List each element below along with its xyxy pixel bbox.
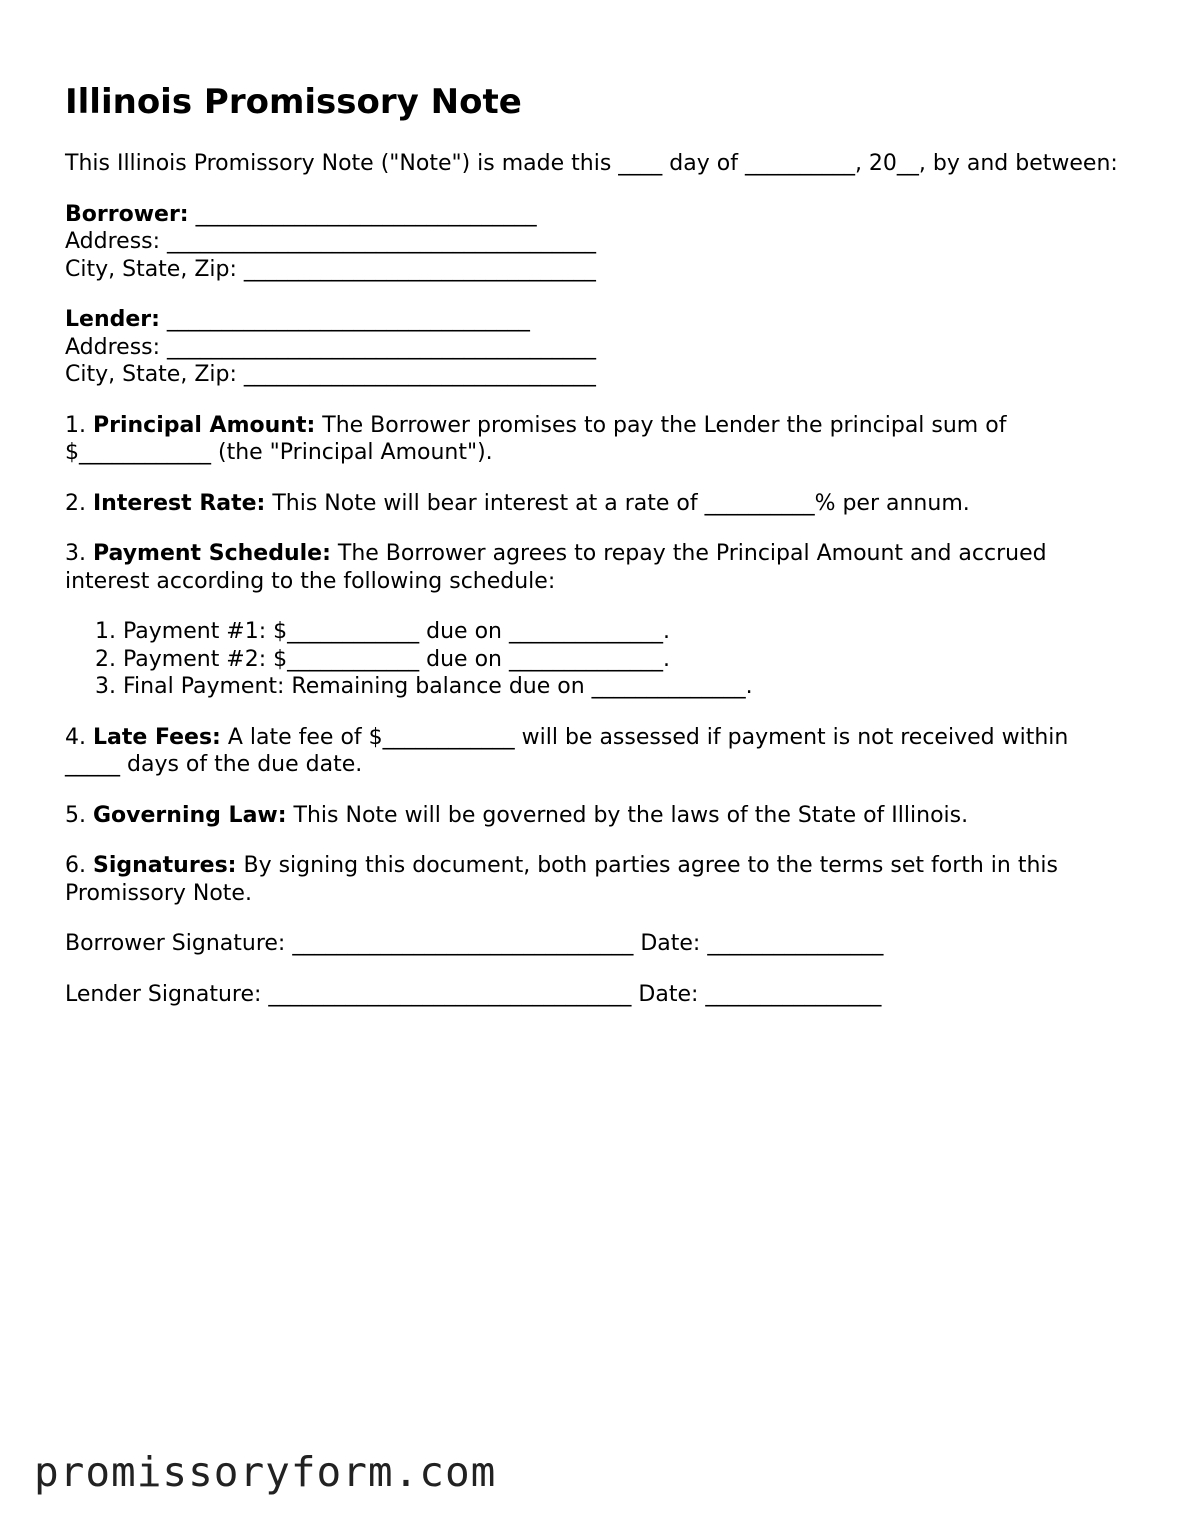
schedule-item: 2. Payment #2: $____________ due on ______________. xyxy=(123,646,1125,674)
document-page xyxy=(65,80,1125,1031)
borrower-city-line: City, State, Zip: ________________________________ xyxy=(65,256,596,282)
section-late-fees-text: A late fee of $____________ will be assessed if payment is not received within _____ days of the due date. xyxy=(65,724,1069,777)
section-interest-text: This Note will bear interest at a rate of __________% per annum. xyxy=(272,490,970,516)
section-signatures xyxy=(65,852,1125,907)
section-signatures-text: By signing this document, both parties agree to the terms set forth in this Promissory Note. xyxy=(65,853,1058,906)
section-principal xyxy=(65,412,1125,467)
section-schedule-text: The Borrower agrees to repay the Principal Amount and accrued interest according to the following schedule: xyxy=(65,541,1047,594)
section-late-fees xyxy=(65,724,1125,779)
intro-paragraph: This Illinois Promissory Note ("Note") is made this ____ day of __________, 20__, by and between: xyxy=(65,151,1118,176)
section-schedule xyxy=(65,540,1125,595)
section-schedule-num: 3. xyxy=(65,541,86,566)
section-late-fees-label: Late Fees: xyxy=(93,724,221,750)
borrower-name-line xyxy=(65,201,1125,229)
section-interest xyxy=(65,490,1125,518)
section-late-fees-num: 4. xyxy=(65,724,86,750)
borrower-block xyxy=(65,201,1125,284)
borrower-signature-line: Borrower Signature: _______________________________ Date: ________________ xyxy=(65,931,884,956)
borrower-name-blank: _______________________________ xyxy=(195,201,537,227)
lender-signature-line: Lender Signature: _________________________________ Date: ________________ xyxy=(65,981,882,1007)
section-governing-law-label: Governing Law: xyxy=(93,802,287,828)
schedule-item: 3. Final Payment: Remaining balance due on ______________. xyxy=(123,673,1125,701)
lender-name-line xyxy=(65,306,1125,334)
section-signatures-label: Signatures: xyxy=(93,853,237,878)
section-principal-label: Principal Amount: xyxy=(93,412,316,438)
payment-schedule-list xyxy=(65,618,1125,701)
lender-block xyxy=(65,306,1125,389)
borrower-label: Borrower: xyxy=(65,201,189,227)
section-schedule-label: Payment Schedule: xyxy=(93,541,331,566)
lender-label: Lender: xyxy=(65,307,160,332)
website-footer: promissoryform.com xyxy=(34,1448,497,1496)
lender-address-line: Address: _______________________________________ xyxy=(65,334,597,360)
borrower-address-line: Address: _______________________________________ xyxy=(65,229,597,254)
section-interest-label: Interest Rate: xyxy=(93,490,266,516)
section-interest-num: 2. xyxy=(65,490,86,516)
section-governing-law-num: 5. xyxy=(65,802,86,828)
section-governing-law xyxy=(65,802,1125,830)
section-principal-text: The Borrower promises to pay the Lender the principal sum of $____________ (the "Principal Amount"). xyxy=(65,412,1007,465)
section-signatures-num: 6. xyxy=(65,853,86,878)
document-title: Illinois Promissory Note xyxy=(65,82,522,122)
schedule-item: 1. Payment #1: $____________ due on ______________. xyxy=(123,618,1125,646)
lender-city-line: City, State, Zip: ________________________________ xyxy=(65,362,596,387)
lender-name-blank: _________________________________ xyxy=(166,307,530,332)
section-governing-law-text: This Note will be governed by the laws of the State of Illinois. xyxy=(293,802,969,828)
section-principal-num: 1. xyxy=(65,412,86,438)
